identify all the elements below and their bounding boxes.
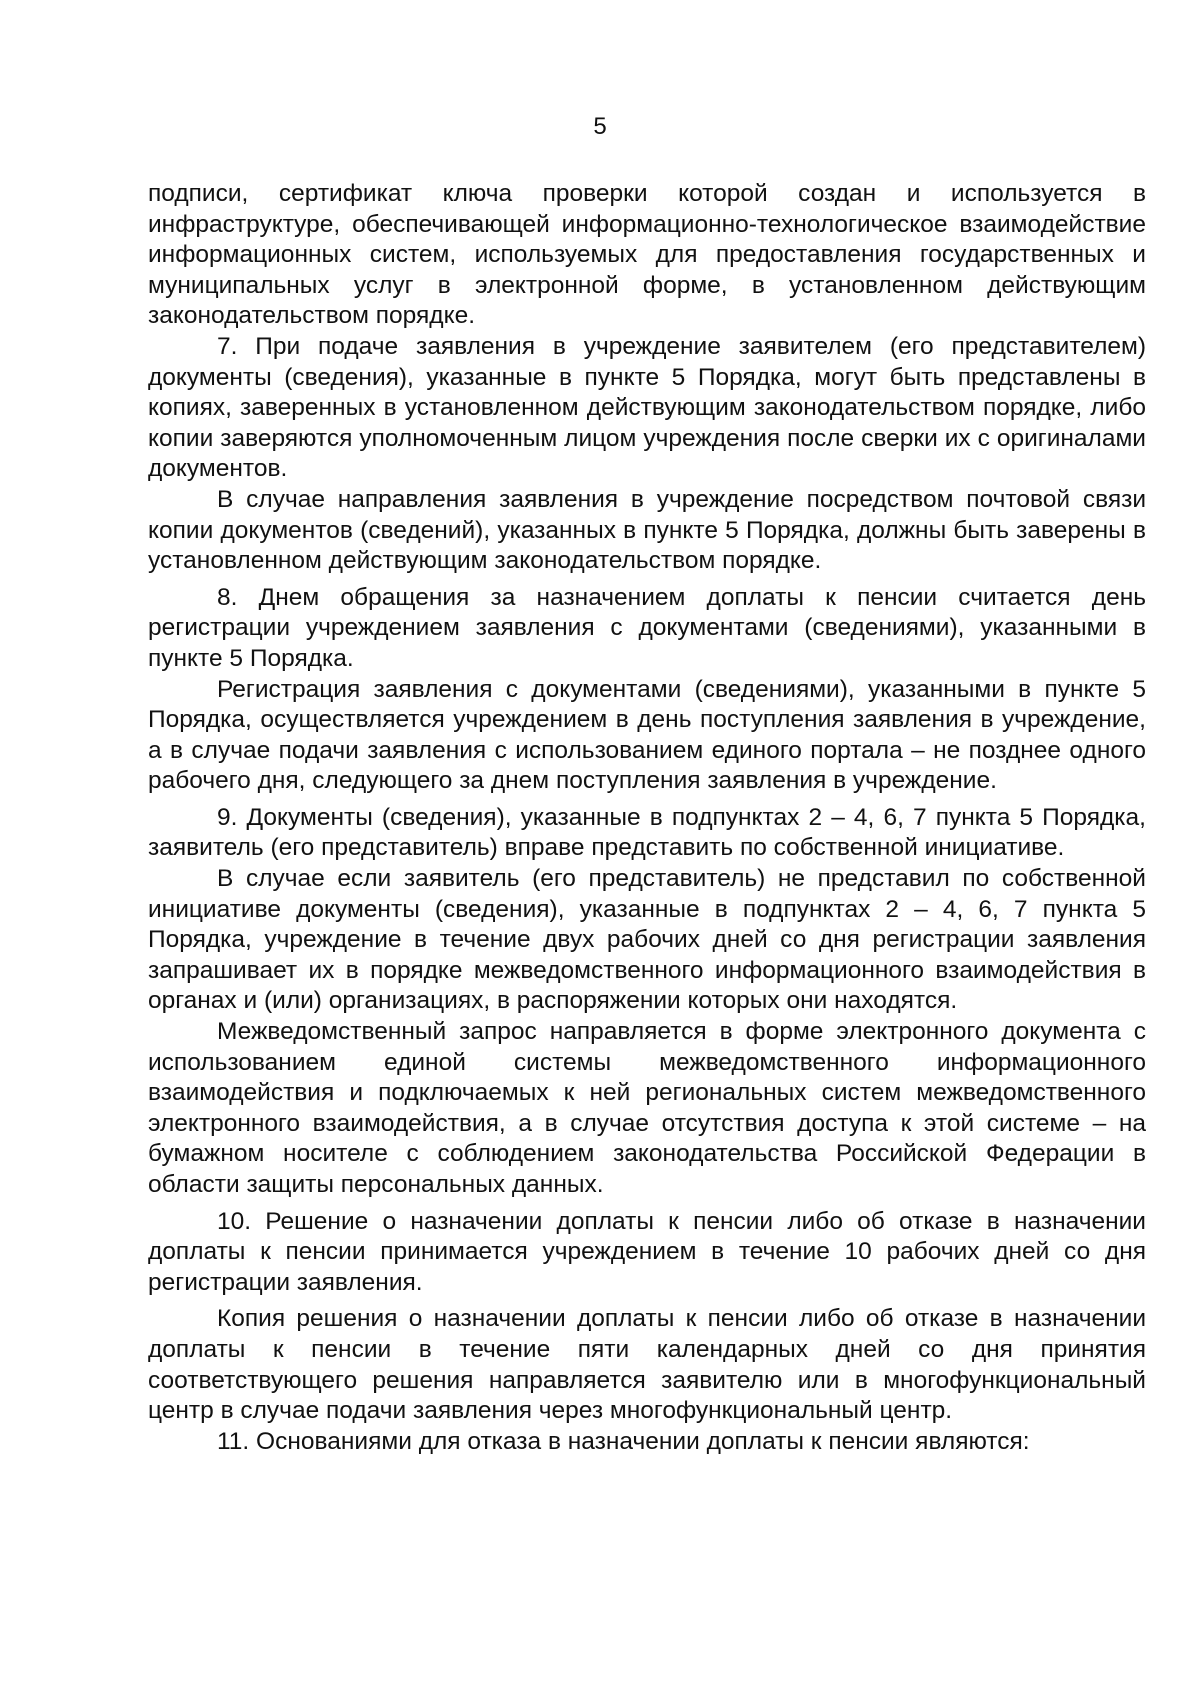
- paragraph-item-11: 11. Основаниями для отказа в назначении доплаты к пенсии являются:: [217, 1427, 1030, 1455]
- paragraph-item-9: 9. Документы (сведения), указанные в подпунктах 2 – 4, 6, 7 пункта 5 Порядка, заявитель (его представитель) вправе представить по собственной инициативе.: [148, 803, 1146, 862]
- paragraph-interagency-request: В случае если заявитель (его представитель) не представил по собственной инициативе документы (сведения), указанные в подпунктах 2 – 4, 6, 7 пункта 5 Порядка, учреждение в течение двух рабочих дней со дня регистрации заявления запрашивает их в порядке межведомственного информационного взаимодействия в органах и (или) организациях, в распоряжении которых они находятся.: [148, 865, 1146, 1015]
- paragraph-postal-submission: В случае направления заявления в учреждение посредством почтовой связи копии документов (сведений), указанных в пункте 5 Порядка, должны быть заверены в установленном действующим законодательством порядке.: [148, 485, 1146, 575]
- paragraph-item-7: 7. При подаче заявления в учреждение заявителем (его представителем) документы (сведения), указанные в пункте 5 Порядка, могут быть представлены в копиях, заверенных в установленном действующим законодательством порядке, либо копии заверяются уполномоченным лицом учреждения после сверки их с оригиналами документов.: [148, 332, 1146, 483]
- paragraph-electronic-request: Межведомственный запрос направляется в форме электронного документа с использованием единой системы межведомственного информационного взаимодействия и подключаемых к ней региональных систем межведомственного электронного взаимодействия, а в случае отсутствия доступа к этой системе – на бумажном носителе с соблюдением законодательства Российской Федерации в области защиты персональных данных.: [148, 1018, 1146, 1198]
- page-number: 5: [593, 113, 607, 140]
- paragraph-registration: Регистрация заявления с документами (сведениями), указанными в пункте 5 Порядка, осуществляется учреждением в день поступления заявления в учреждение, а в случае подачи заявления с использованием единого портала – не позднее одного рабочего дня, следующего за днем поступления заявления в учреждение.: [148, 675, 1146, 795]
- paragraph-signature-continuation: подписи, сертификат ключа проверки которой создан и используется в инфраструктуре, обеспечивающей информационно-технологическое взаимодействие информационных систем, используемых для предоставления государственных и муниципальных услуг в электронной форме, в установленном действующим законодательством порядке.: [148, 180, 1146, 330]
- document-body: [148, 179, 1146, 1457]
- paragraph-item-8: 8. Днем обращения за назначением доплаты к пенсии считается день регистрации учреждением заявления с документами (сведениями), указанными в пункте 5 Порядка.: [148, 583, 1146, 672]
- paragraph-decision-copy: Копия решения о назначении доплаты к пенсии либо об отказе в назначении доплаты к пенсии в течение пяти календарных дней со дня принятия соответствующего решения направляется заявителю или в многофункциональный центр в случае подачи заявления через многофункциональный центр.: [148, 1305, 1146, 1425]
- paragraph-item-10: 10. Решение о назначении доплаты к пенсии либо об отказе в назначении доплаты к пенсии принимается учреждением в течение 10 рабочих дней со дня регистрации заявления.: [148, 1207, 1146, 1296]
